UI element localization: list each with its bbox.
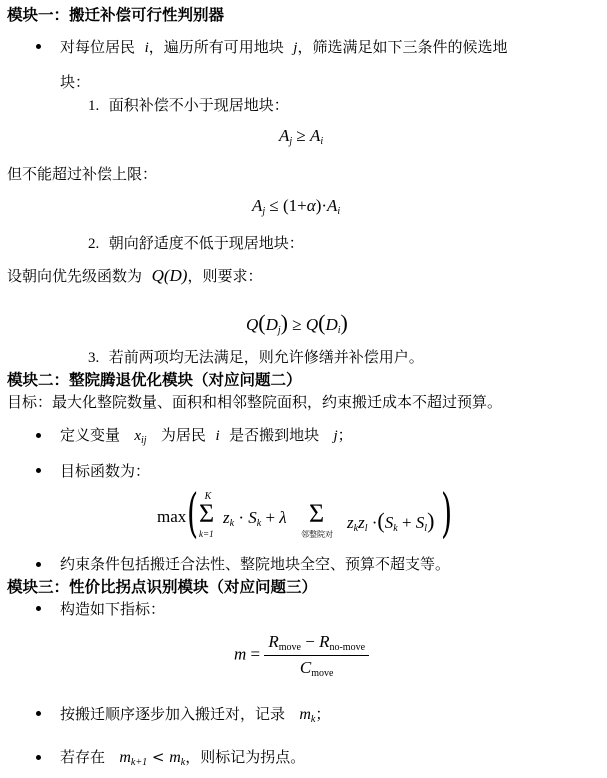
module2-bullet3: 约束条件包括搬迁合法性、整院地块全空、预算不超支等。 — [60, 555, 451, 573]
module1-bullet1: 对每位居民 i，遍历所有可用地块 j，筛选满足如下三条件的候选地 — [60, 38, 508, 56]
equation-area-min: $A_j \ge A_i$ — [279, 126, 324, 147]
bullet-dot — [36, 606, 41, 611]
module2-title: 模块二：整院腾退优化模块（对应问题二） — [7, 370, 302, 389]
bullet-dot — [36, 755, 41, 760]
module2-bullet2: 目标函数为： — [60, 462, 151, 480]
condition-2: 2. 朝向舒适度不低于现居地块： — [88, 234, 304, 252]
module3-bullet3: 若存在 $m_{k+1} < m_k$，则标记为拐点。 — [60, 748, 306, 768]
equation-cost-effectiveness: m = $\frac{R_{move} - R_{no-move}}{C_{move}}$ — [234, 632, 369, 679]
module1-title: 模块一：搬迁补偿可行性判别器 — [7, 5, 225, 24]
note-orientation: 设朝向优先级函数为 Q(D)，则要求： — [7, 266, 263, 285]
module3-title: 模块三：性价比拐点识别模块（对应问题三） — [7, 577, 318, 596]
module3-bullet1: 构造如下指标： — [60, 600, 166, 618]
bullet-dot — [36, 562, 41, 567]
bullet-dot — [36, 711, 41, 716]
equation-objective: max ( K Σ k=1 $z_k \cdot S_k + \lambda$ Σ 邻整院对 $z_kz_l \cdot(S_k + S_l)$ ) — [157, 484, 453, 544]
condition-3: 3. 若前两项均无法满足，则允许修缮并补偿用户。 — [88, 348, 424, 366]
module1-bullet1-cont: 块： — [60, 73, 91, 91]
bullet-dot — [36, 44, 41, 49]
note-upper-limit: 但不能超过补偿上限： — [7, 165, 158, 183]
bullet-dot — [36, 433, 41, 438]
module3-bullet2: 按搬迁顺序逐步加入搬迁对，记录 $m_k$； — [60, 705, 331, 725]
module2-bullet1: 定义变量 $x_{ij}$ 为居民 i 是否搬到地块 j； — [60, 426, 353, 446]
bullet-dot — [36, 468, 41, 473]
equation-area-max: $A_j \le (1+\alpha)\cdot A_i$ — [252, 196, 341, 217]
equation-orientation: $Q(D_j) \ge Q(D_i)$ — [246, 310, 348, 336]
module2-goal: 目标：最大化整院数量、面积和相邻整院面积，约束搬迁成本不超过预算。 — [7, 393, 503, 411]
condition-1: 1. 面积补偿不小于现居地块： — [88, 96, 289, 114]
